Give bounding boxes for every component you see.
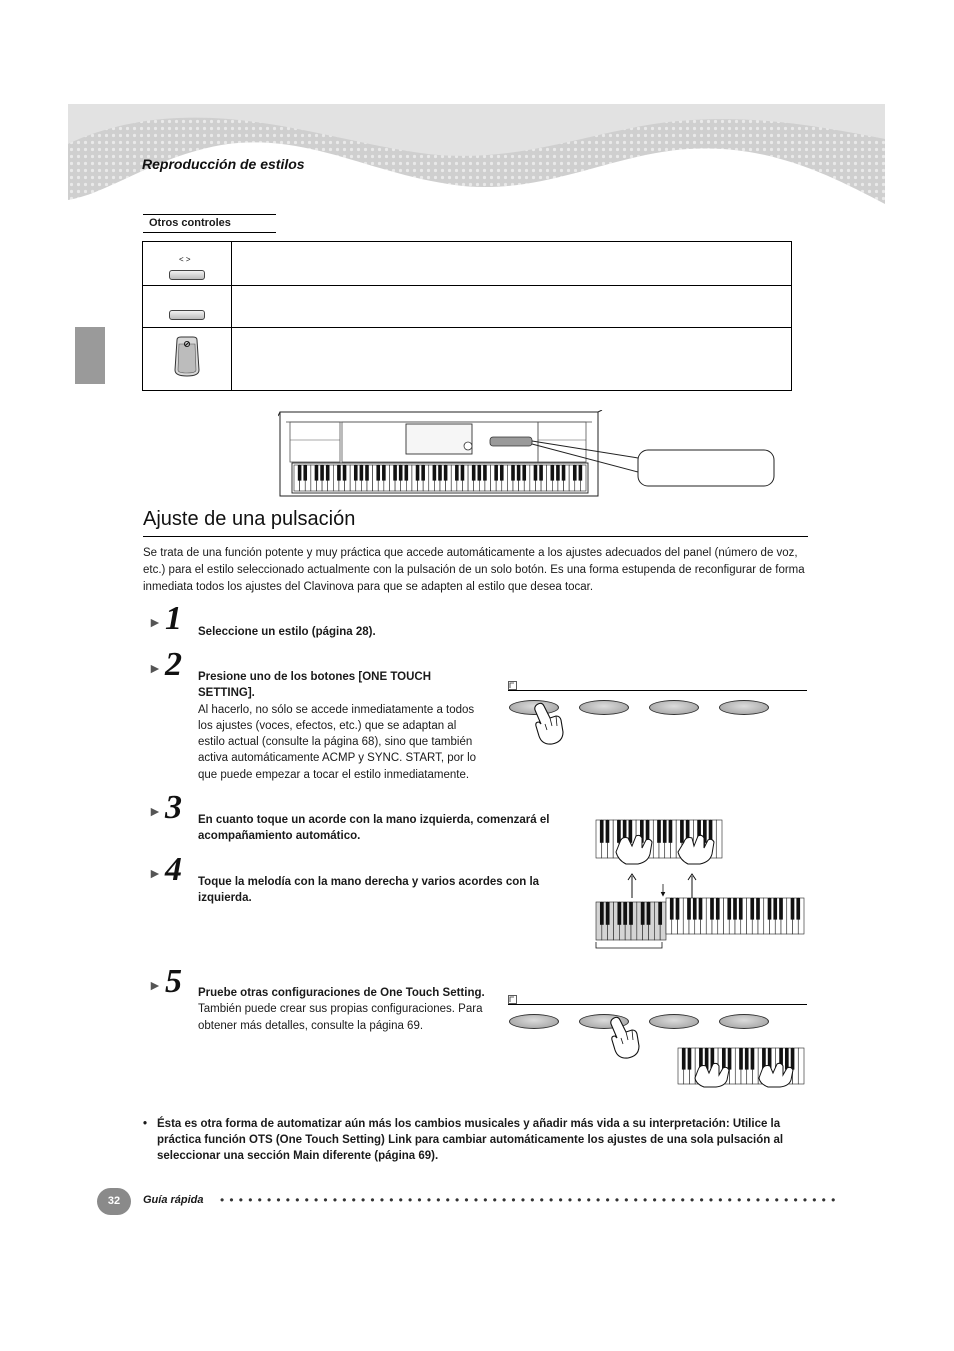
black-key — [539, 465, 543, 481]
black-key — [600, 902, 604, 925]
step-2-marker — [148, 646, 182, 683]
black-key — [600, 820, 604, 843]
black-key — [647, 902, 651, 925]
black-key — [421, 465, 425, 481]
black-key — [556, 465, 560, 481]
step-3-marker — [148, 789, 182, 826]
black-key — [606, 820, 610, 843]
step-1-instruction: Seleccione un estilo (página 28). — [198, 626, 376, 638]
step-2-detail: Al hacerlo, no sólo se accede inmediatamente a todos los ajustes (voces, efectos, etc.) que se adaptan al estilo actual (consulte la página 68), sino que también activa automáticamente ACMP y SYNC. START, por lo que puede empezar a tocar el estilo inmediatamente. — [198, 703, 477, 781]
black-key — [687, 898, 691, 920]
black-key — [303, 465, 307, 481]
intro-paragraph: Se trata de una función potente y muy práctica que accede automáticamente a los ajustes adecuados del panel (número de voz, etc.) para el estilo seleccionado actualmente con la pulsación de un solo botón. Es una forma estupenda de reconfigurar de forma inmediata todos los ajustes del Clavinova para que se adapten al estilo que desea tocar. — [143, 547, 805, 593]
black-key — [785, 1048, 789, 1070]
ots-button-4[interactable] — [719, 1014, 769, 1029]
section-title-rule — [143, 536, 808, 537]
step-5-text — [198, 985, 498, 1034]
step-5-detail: También puede crear sus propias configuraciones. Para obtener más detalles, consulte la página 69. — [198, 1003, 483, 1032]
panel-button[interactable] — [169, 270, 205, 280]
black-key — [623, 902, 627, 925]
panel-button[interactable] — [169, 310, 205, 320]
black-key — [658, 902, 662, 925]
black-key — [298, 465, 302, 481]
black-key — [670, 898, 674, 920]
step-number: 1 — [165, 600, 182, 637]
black-key — [562, 465, 566, 481]
black-key — [641, 902, 645, 925]
step-4-text — [198, 874, 560, 907]
step-1-text — [198, 624, 558, 640]
black-key — [676, 898, 680, 920]
black-key — [606, 902, 610, 925]
step-5-marker — [148, 963, 182, 1000]
step-arrow-icon: ► — [148, 865, 162, 881]
instrument-illustration — [278, 410, 778, 498]
black-key — [733, 898, 737, 920]
ots-button-3[interactable] — [649, 1014, 699, 1029]
other-controls-heading: Otros controles — [143, 214, 276, 233]
note-bullet — [143, 1116, 809, 1164]
black-key — [617, 902, 621, 925]
step-3-instruction: En cuanto toque un acorde con la mano izquierda, comenzará el acompañamiento automático. — [198, 814, 550, 843]
step-number: 3 — [165, 789, 182, 826]
black-key — [320, 465, 324, 481]
black-key — [710, 898, 714, 920]
black-key — [483, 465, 487, 481]
black-key — [472, 465, 476, 481]
black-key — [444, 465, 448, 481]
black-key — [745, 1048, 749, 1070]
foot-pedal-icon — [173, 336, 201, 378]
step-1-marker — [148, 600, 182, 637]
black-key — [438, 465, 442, 481]
black-key — [337, 465, 341, 481]
black-key — [750, 898, 754, 920]
ots-button-3[interactable] — [649, 700, 699, 715]
black-key — [500, 465, 504, 481]
controls-icon-cell — [143, 328, 232, 390]
black-key — [682, 1048, 686, 1070]
pointing-hand-icon — [606, 1016, 642, 1060]
controls-icon-cell — [143, 242, 232, 285]
black-key — [534, 465, 538, 481]
black-key — [617, 820, 621, 843]
keyboard-hands-illustration — [592, 816, 808, 952]
black-key — [657, 820, 661, 843]
keyboard-hands-illustration — [676, 1046, 806, 1088]
controls-row — [143, 285, 791, 328]
ots-button-2[interactable] — [579, 700, 629, 715]
black-key — [416, 465, 420, 481]
black-key — [739, 1048, 743, 1070]
black-key — [727, 898, 731, 920]
white-key — [798, 1048, 804, 1084]
step-4-marker — [148, 851, 182, 888]
black-key — [376, 465, 380, 481]
black-key — [343, 465, 347, 481]
black-key — [663, 820, 667, 843]
footer-dotted-leader: •••••••••••••••••••••••••••••••••••••••••••••••••••••••••••••••••• — [220, 1193, 841, 1205]
left-right-arrows-icon: < > — [179, 255, 191, 264]
white-key — [716, 820, 722, 858]
black-key — [573, 465, 577, 481]
page-number: 32 — [97, 1188, 131, 1215]
black-key — [751, 1048, 755, 1070]
black-key — [461, 465, 465, 481]
black-key — [433, 465, 437, 481]
bullet-icon: • — [143, 1118, 148, 1130]
step-arrow-icon: ► — [148, 803, 162, 819]
black-key — [405, 465, 409, 481]
step-2-text — [198, 669, 478, 783]
black-key — [680, 820, 684, 843]
step-number: 5 — [165, 963, 182, 1000]
black-key — [354, 465, 358, 481]
black-key — [522, 465, 526, 481]
black-key — [716, 898, 720, 920]
black-key — [768, 898, 772, 920]
black-key — [722, 1048, 726, 1070]
black-key — [669, 820, 673, 843]
black-key — [739, 898, 743, 920]
step-number: 2 — [165, 646, 182, 683]
black-key — [796, 898, 800, 920]
black-key — [791, 1048, 795, 1070]
step-5-instruction: Pruebe otras configuraciones de One Touch Setting. — [198, 987, 485, 999]
step-number: 4 — [165, 851, 182, 888]
black-key — [393, 465, 397, 481]
side-tab — [75, 327, 105, 384]
controls-row — [143, 328, 791, 390]
controls-table — [142, 241, 792, 391]
black-key — [382, 465, 386, 481]
footer-label: Guía rápida — [143, 1194, 204, 1206]
step-2-instruction: Presione uno de los botones [ONE TOUCH SETTING]. — [198, 671, 432, 700]
black-key — [478, 465, 482, 481]
black-key — [629, 902, 633, 925]
step-3-text — [198, 812, 560, 845]
ots-button-4[interactable] — [719, 700, 769, 715]
black-key — [517, 465, 521, 481]
black-key — [779, 898, 783, 920]
controls-icon-cell — [143, 285, 232, 327]
step-arrow-icon: ► — [148, 614, 162, 630]
black-key — [551, 465, 555, 481]
step-arrow-icon: ► — [148, 660, 162, 676]
ots-button-1[interactable] — [509, 1014, 559, 1029]
black-key — [791, 898, 795, 920]
black-key — [693, 898, 697, 920]
step-4-instruction: Toque la melodía con la mano derecha y varios acordes con la izquierda. — [198, 876, 540, 905]
black-key — [494, 465, 498, 481]
black-key — [360, 465, 364, 481]
controls-row — [143, 242, 791, 286]
black-key — [579, 465, 583, 481]
black-key — [326, 465, 330, 481]
section-header-title: Reproducción de estilos — [142, 156, 305, 172]
step-arrow-icon: ► — [148, 977, 162, 993]
black-key — [728, 1048, 732, 1070]
pointing-hand-icon — [530, 702, 566, 746]
black-key — [688, 1048, 692, 1070]
black-key — [315, 465, 319, 481]
black-key — [773, 898, 777, 920]
black-key — [365, 465, 369, 481]
black-key — [455, 465, 459, 481]
section-title: Ajuste de una pulsación — [143, 508, 356, 530]
black-key — [756, 898, 760, 920]
note-text: Ésta es otra forma de automatizar aún más los cambios musicales y añadir más vida a su interpretación: Utilice la práctica función OTS (One Touch Setting) Link para cambiar automáticamente los ajustes de una sola pulsación al seleccionar una sección Main diferente (página 69). — [157, 1118, 784, 1162]
black-key — [699, 898, 703, 920]
black-key — [511, 465, 515, 481]
black-key — [399, 465, 403, 481]
